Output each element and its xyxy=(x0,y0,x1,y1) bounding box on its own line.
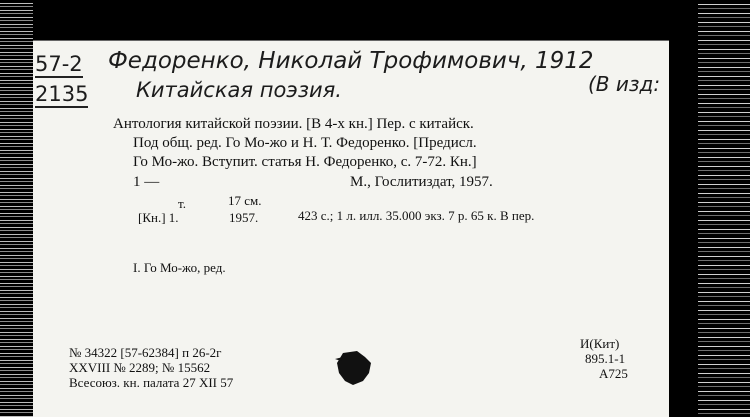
footer-left-1: № 34322 [57-62384] п 26-2г xyxy=(69,345,222,360)
footer-right-1: И(Кит) xyxy=(580,336,620,351)
scan-right-edge xyxy=(668,0,750,417)
entry-line-1: Антология китайской поэзии. [В 4-х кн.] Пер. с китайск. xyxy=(113,116,474,132)
handwritten-note: (В изд: xyxy=(588,72,661,96)
footer-right-2: 895.1-1 xyxy=(585,351,626,366)
entry-line-2: Под общ. ред. Го Мо-жо и Н. Т. Федоренко. [Предисл. xyxy=(133,135,477,151)
entry-size: 17 см. xyxy=(228,193,262,208)
handwritten-author: Федоренко, Николай Трофимович, 1912 xyxy=(108,48,594,74)
entry-line-3: Го Мо-жо. Вступит. статья Н. Федоренко, с. 7-72. Кн.] xyxy=(133,154,477,170)
callnumber-line1: 57-2 xyxy=(35,52,83,76)
footer-right-3: А725 xyxy=(599,366,628,381)
callnumber-line2: 2135 xyxy=(35,82,89,106)
entry-physical: 423 с.; 1 л. илл. 35.000 экз. 7 р. 65 к. В пер. xyxy=(298,208,535,223)
scan-left-edge xyxy=(0,0,33,417)
footer-left-2: XXVIII № 2289; № 15562 xyxy=(69,360,211,375)
ink-blot-mark xyxy=(335,349,373,387)
handwritten-title: Китайская поэзия. xyxy=(136,78,342,102)
entry-year: 1957. xyxy=(229,210,259,225)
entry-volume-label: т. xyxy=(178,196,186,211)
entry-subject: I. Го Мо-жо, ред. xyxy=(133,260,226,275)
entry-kn: [Кн.] 1. xyxy=(138,210,179,225)
footer-left-3: Всесоюз. кн. палата 27 XII 57 xyxy=(69,375,234,390)
entry-publisher: М., Гослитиздат, 1957. xyxy=(350,174,493,190)
entry-line-4: 1 — xyxy=(133,174,160,190)
